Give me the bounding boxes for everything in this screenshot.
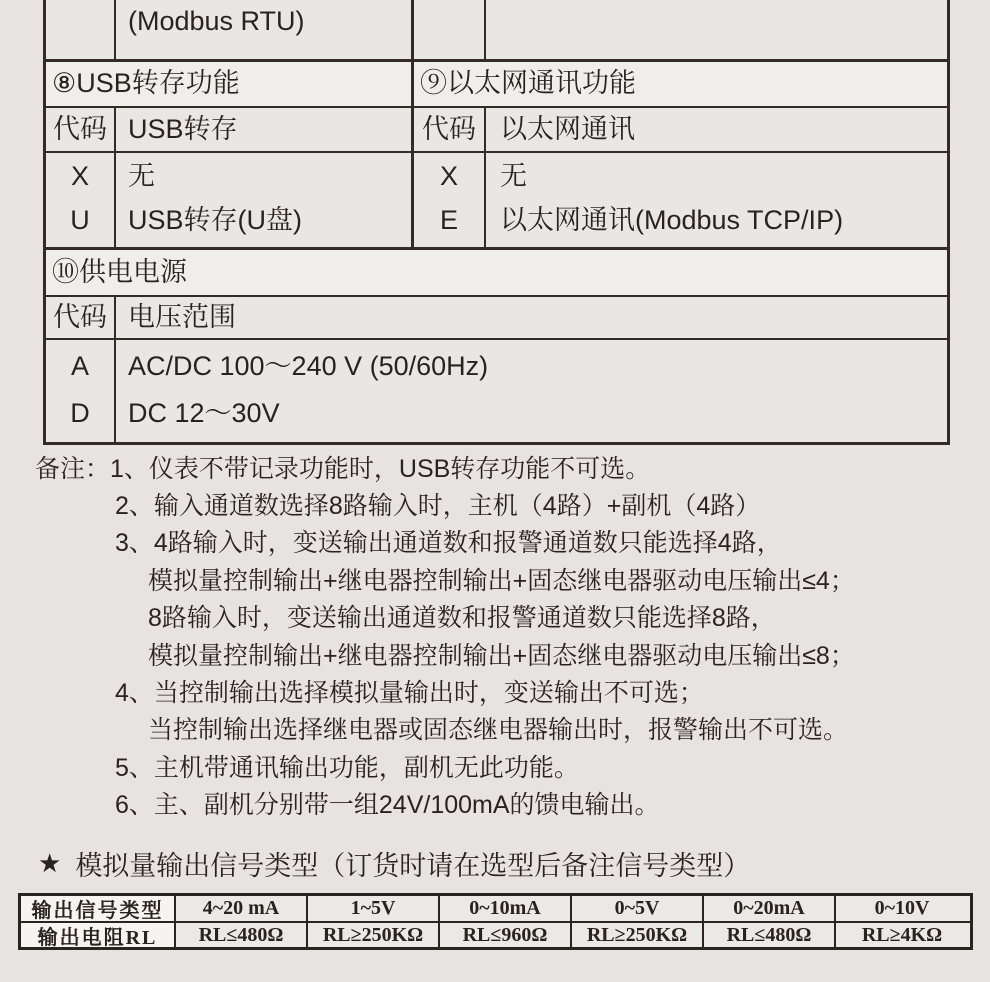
notes-block xyxy=(0,448,990,822)
resistance-cell: RL≥250KΩ xyxy=(308,923,440,947)
usb-desc-udisk: USB转存(U盘) xyxy=(128,205,302,236)
resistance-cell: RL≥4KΩ xyxy=(861,923,943,946)
section-header-row xyxy=(46,62,947,108)
column-header-row xyxy=(46,108,947,153)
usb-section-title: ⑧USB转存功能 xyxy=(46,62,414,106)
signal-type-label: 输出信号类型 xyxy=(21,896,176,921)
note-line: 备注：1、仪表不带记录功能时，USB转存功能不可选。 xyxy=(35,454,651,483)
partial-desc-cell: (Modbus RTU) xyxy=(116,0,414,59)
eth-code-e: E xyxy=(439,205,458,236)
partial-desc-cell-right xyxy=(486,0,947,59)
note-line: 8路输入时，变送输出通道数和报警通道数只能选择8路， xyxy=(148,604,776,633)
analog-signal-table xyxy=(18,893,973,950)
usb-desc-none: 无 xyxy=(128,161,155,192)
usb-code-header: 代码 xyxy=(46,108,116,151)
signal-cell: 0~10V xyxy=(874,897,930,919)
usb-code-x: X xyxy=(70,161,89,192)
note-line: 2、输入通道数选择8路输入时，主机（4路）+副机（4路） xyxy=(115,492,761,521)
usb-code-u: U xyxy=(70,205,90,236)
signal-cell: 4~20 mA xyxy=(176,896,308,921)
power-desc-dc: DC 12～30V xyxy=(128,398,280,429)
note-line: 4、当控制输出选择模拟量输出时，变送输出不可选； xyxy=(115,679,704,708)
power-desc-values xyxy=(116,340,947,442)
partial-code-cell xyxy=(46,0,116,59)
usb-desc-values xyxy=(116,153,414,247)
table-row-partial xyxy=(46,0,947,62)
power-code-values xyxy=(46,340,116,442)
selection-table xyxy=(43,0,950,445)
power-header-row xyxy=(46,250,947,297)
power-code-header: 代码 xyxy=(46,297,116,338)
eth-desc-values xyxy=(486,153,947,247)
star-icon: ★ xyxy=(38,848,62,878)
resistance-cell: RL≥250KΩ xyxy=(572,923,704,947)
note-line: 6、主、副机分别带一组24V/100mA的馈电输出。 xyxy=(115,791,660,820)
resistance-cell: RL≤480Ω xyxy=(704,923,836,947)
power-options-row xyxy=(46,340,947,445)
eth-desc-none: 无 xyxy=(500,161,527,192)
note-line: 模拟量控制输出+继电器控制输出+固态继电器驱动电压输出≤4； xyxy=(148,566,855,595)
partial-code-cell-right xyxy=(414,0,486,59)
signal-type-row xyxy=(21,896,970,923)
power-code-d: D xyxy=(70,398,90,429)
analog-output-heading-text: 模拟量输出信号类型（订货时请在选型后备注信号类型） xyxy=(75,851,751,881)
ethernet-section-title: ⑨以太网通讯功能 xyxy=(420,68,636,99)
resistance-row xyxy=(21,923,970,947)
resistance-cell: RL≤480Ω xyxy=(176,923,308,947)
signal-cell: 0~20mA xyxy=(704,896,836,921)
note-line: 3、4路输入时，变送输出通道数和报警通道数只能选择4路， xyxy=(115,529,782,558)
resistance-label: 输出电阻RL xyxy=(21,923,176,947)
eth-code-x: X xyxy=(439,161,458,192)
note-line: 当控制输出选择继电器或固态继电器输出时，报警输出不可选。 xyxy=(148,716,849,745)
power-section-title: ⑩供电电源 xyxy=(52,256,187,287)
eth-code-values xyxy=(414,153,486,247)
eth-desc-tcpip: 以太网通讯(Modbus TCP/IP) xyxy=(500,205,844,236)
resistance-cell: RL≤960Ω xyxy=(440,923,572,947)
usb-desc-header: USB转存 xyxy=(116,108,414,151)
options-row xyxy=(46,153,947,250)
signal-cell: 0~5V xyxy=(572,896,704,921)
eth-code-header: 代码 xyxy=(414,108,486,151)
signal-cell: 1~5V xyxy=(308,896,440,921)
power-code-a: A xyxy=(70,350,89,381)
power-column-header-row xyxy=(46,297,947,340)
note-line: 5、主机带通讯输出功能，副机无此功能。 xyxy=(115,753,579,782)
usb-code-values xyxy=(46,153,116,247)
power-desc-ac: AC/DC 100～240 V (50/60Hz) xyxy=(128,350,489,381)
power-desc-header: 电压范围 xyxy=(128,301,236,332)
note-line: 模拟量控制输出+继电器控制输出+固态继电器驱动电压输出≤8； xyxy=(148,641,855,670)
analog-output-heading xyxy=(38,844,978,883)
signal-cell: 0~10mA xyxy=(440,896,572,921)
eth-desc-header: 以太网通讯 xyxy=(500,113,635,144)
